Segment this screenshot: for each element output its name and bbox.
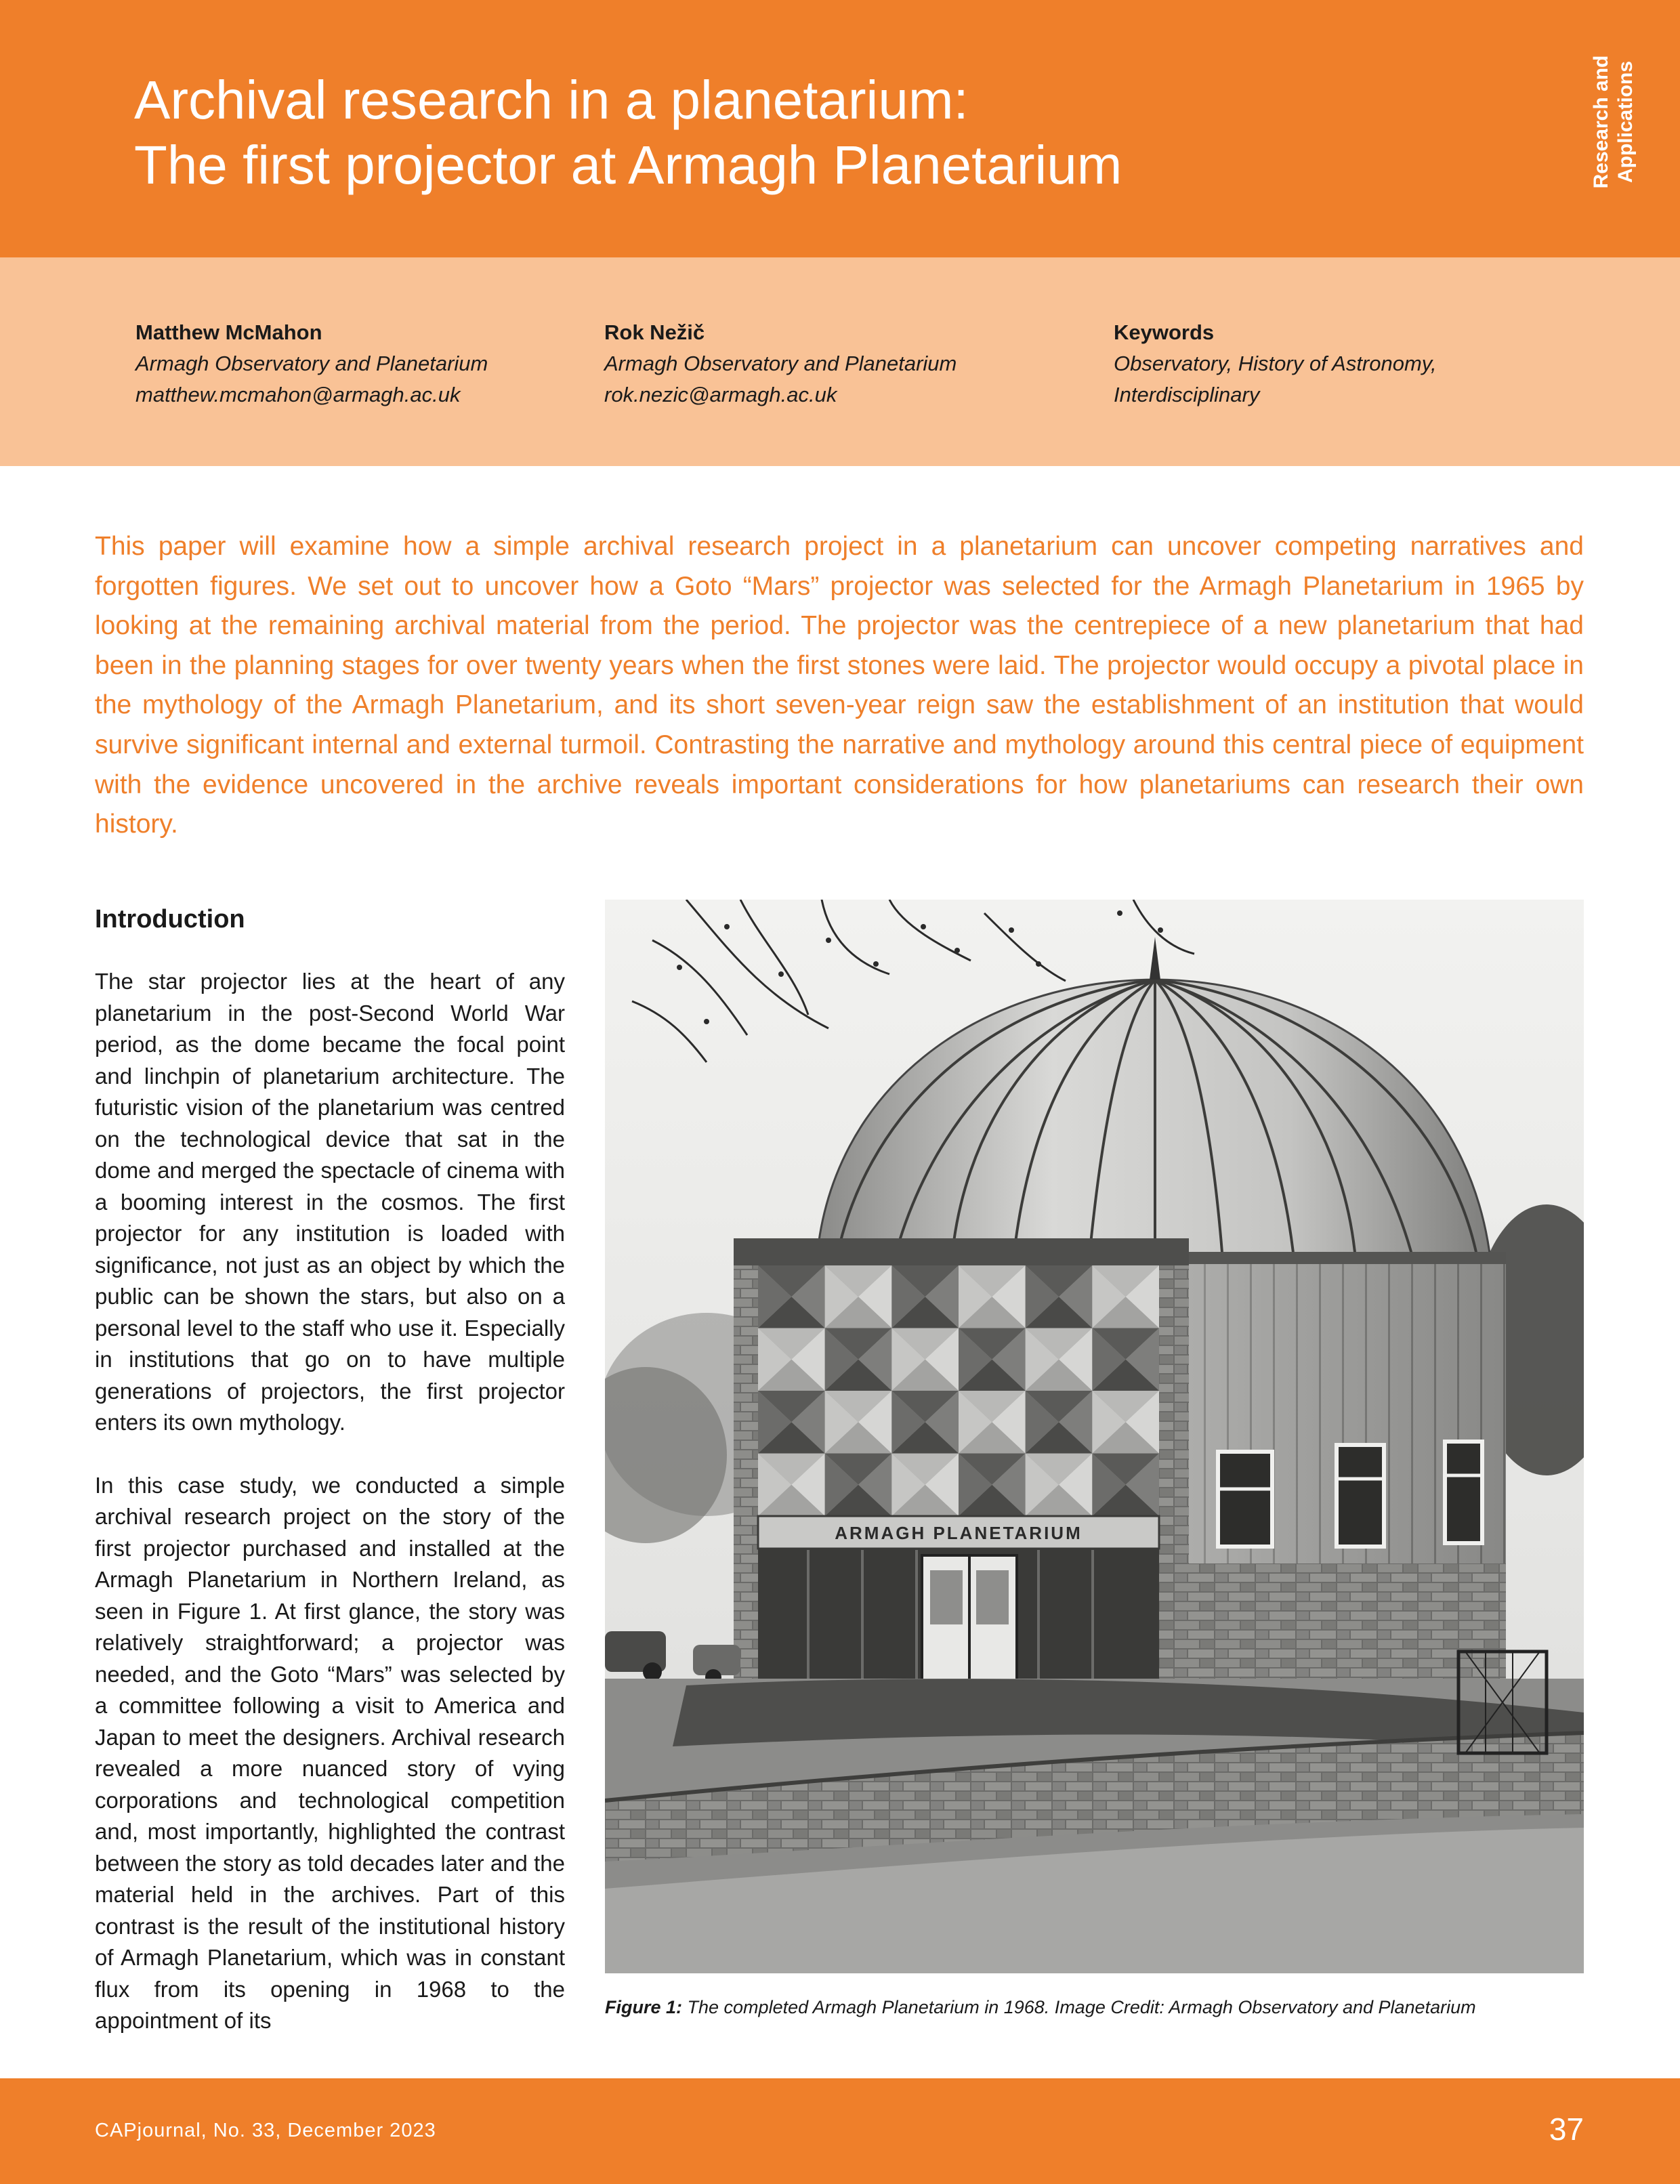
author-affiliation: Armagh Observatory and Planetarium — [135, 352, 488, 375]
figure-photo-planetarium — [605, 900, 1584, 1973]
footer-banner — [0, 2078, 1680, 2184]
keywords-label: Keywords — [1114, 320, 1215, 344]
keywords-line-2: Interdisciplinary — [1114, 383, 1260, 406]
caption-text: The completed Armagh Planetarium in 1968. Image Credit: Armagh Observatory and Planetarium — [682, 1997, 1476, 2017]
author-affiliation: Armagh Observatory and Planetarium — [604, 352, 957, 375]
author-name: Rok Nežič — [604, 320, 705, 344]
author-name: Matthew McMahon — [135, 320, 322, 344]
section-label — [1589, 41, 1638, 203]
journal-reference: CAPjournal, No. 33, December 2023 — [95, 2120, 436, 2141]
author-email[interactable]: matthew.mcmahon@armagh.ac.uk — [135, 383, 461, 406]
caption-label: Figure 1: — [605, 1997, 683, 2017]
body-paragraph-1: The star projector lies at the heart of any planetarium in the post-Second World War period, as the dome became the focal point and linchpin of planetarium architecture. The futuristic vision of the planetarium was centred on the technological device that sat in the dome and merged the spectacle of cinema with a booming interest in the cosmos. The first projector for any institution is loaded with significance, not just as an object by which the public can be shown the stars, but also on a personal level to the staff who use it. Especially in institutions that go on to have multiple generations of projectors, the first projector enters its own mythology. — [95, 969, 565, 1435]
body-column — [95, 966, 565, 2068]
title-line-2: The first projector at Armagh Planetarium — [134, 135, 1122, 195]
keywords-block — [1114, 317, 1493, 411]
figure-caption — [605, 1997, 1584, 2018]
author-block — [135, 317, 488, 411]
planetarium-photo-illustration — [605, 900, 1584, 1973]
section-heading-introduction: Introduction — [95, 905, 245, 933]
title-line-1: Archival research in a planetarium: — [134, 70, 969, 130]
header-banner — [0, 0, 1680, 257]
author-block — [604, 317, 957, 411]
author-email[interactable]: rok.nezic@armagh.ac.uk — [604, 383, 837, 406]
author-band — [0, 257, 1680, 466]
section-label-line-1: Research and — [1590, 55, 1612, 189]
keywords-line-1: Observatory, History of Astronomy, — [1114, 352, 1437, 375]
article-title — [134, 68, 1455, 198]
section-label-line-2: Applications — [1614, 61, 1637, 184]
body-paragraph-2: In this case study, we conducted a simple archival research project on the story of the first projector purchased and installed at the Armagh Planetarium in Northern Ireland, as seen in Figure 1. At first glance, the story was relatively straightforward; a projector was needed, and the Goto “Mars” was selected by a committee following a visit to America and Japan to meet the designers. Archival research revealed a more nuanced story of vying corporations and technological competition and, most importantly, highlighted the contrast between the story as told decades later and the material held in the archives. Part of this contrast is the result of the institutional history of Armagh Planetarium, which was in constant flux from its opening in 1968 to the appointment of its — [95, 1472, 565, 2033]
page-number: 37 — [1549, 2112, 1584, 2147]
building-sign: ARMAGH PLANETARIUM — [835, 1523, 1083, 1543]
abstract: This paper will examine how a simple archival research project in a planetarium can uncover competing narratives and forgotten figures. We set out to uncover how a Goto “Mars” projector was selected for the Armagh Planetarium in 1965 by looking at the remaining archival material from the period. The projector was the centrepiece of a new planetarium that had been in the planning stages for over twenty years when the first stones were laid. The projector would occupy a pivotal place in the mythology of the Armagh Planetarium, and its short seven-year reign saw the establishment of an institution that would survive significant internal and external turmoil. Contrasting the narrative and mythology around this central piece of equipment with the evidence uncovered in the archive reveals important considerations for how planetariums can research their own history. — [95, 532, 1584, 839]
